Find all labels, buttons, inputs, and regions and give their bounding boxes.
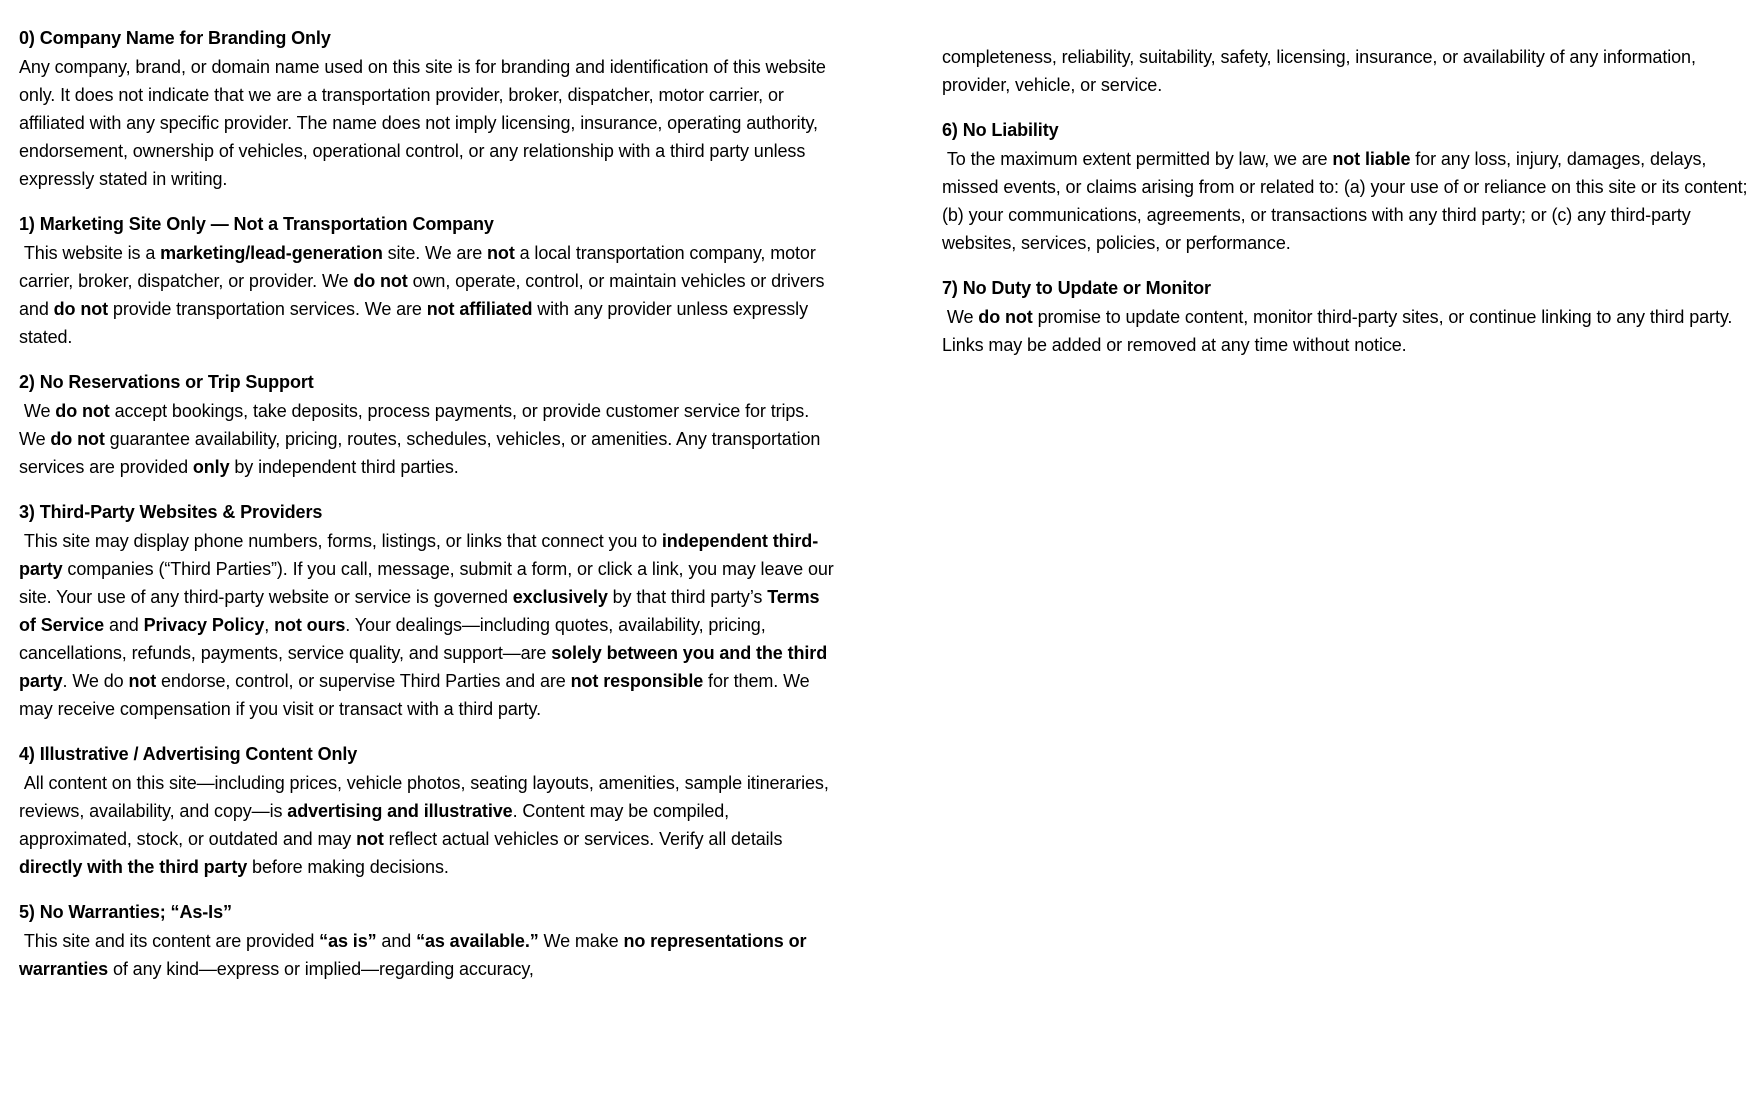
section-5-continuation <box>942 43 1748 99</box>
section-2-no-reservations <box>19 368 837 481</box>
section-1-heading: 1) Marketing Site Only — Not a Transportation Company <box>19 214 494 234</box>
section-3-body: This site may display phone numbers, forms, listings, or links that connect you to independent third-party companies (“Third Parties”). If you call, message, submit a form, or click a link, you may leave our site. Your use of any third-party website or service is governed exclusively by that third party’s Terms of Service and Privacy Policy, not ours. Your dealings—including quotes, availability, pricing, cancellations, refunds, payments, service quality, and support—are solely between you and the third party. We do not endorse, control, or supervise Third Parties and are not responsible for them. We may receive compensation if you visit or transact with a third party. <box>19 531 839 719</box>
section-4-heading: 4) Illustrative / Advertising Content Only <box>19 744 358 764</box>
section-1-marketing-only <box>19 210 837 351</box>
section-3-heading: 3) Third-Party Websites & Providers <box>19 502 323 522</box>
section-6-heading: 6) No Liability <box>942 120 1059 140</box>
section-2-body: We do not accept bookings, take deposits, process payments, or provide customer service for trips. We do not guarantee availability, pricing, routes, schedules, vehicles, or amenities. Any transportation services are provided only by independent third parties. <box>19 401 826 477</box>
section-5-heading: 5) No Warranties; “As-Is” <box>19 902 232 922</box>
section-4-body: All content on this site—including prices, vehicle photos, seating layouts, amenities, sample itineraries, reviews, availability, and copy—is advertising and illustrative. Content may be compiled, approximated, stock, or outdated and may not reflect actual vehicles or services. Verify all details directly with the third party before making decisions. <box>19 773 834 877</box>
section-7-heading: 7) No Duty to Update or Monitor <box>942 278 1211 298</box>
section-7-no-duty-to-update <box>942 274 1748 359</box>
section-4-illustrative-content <box>19 740 837 881</box>
section-6-body: To the maximum extent permitted by law, we are not liable for any loss, injury, damages, delays, missed events, or claims arising from or related to: (a) your use of or reliance on this site or its content; (b) your communications, agreements, or transactions with any third party; or (c) any third-party websites, services, policies, or performance. <box>942 149 1752 253</box>
section-0-heading: 0) Company Name for Branding Only <box>19 28 331 48</box>
section-2-heading: 2) No Reservations or Trip Support <box>19 372 314 392</box>
section-3-third-party <box>19 498 837 723</box>
section-0-body: Any company, brand, or domain name used on this site is for branding and identification of this website only. It does not indicate that we are a transportation provider, broker, dispatcher, motor carrier, or affiliated with any specific provider. The name does not imply licensing, insurance, operating authority, endorsement, ownership of vehicles, operational control, or any relationship with a third party unless expressly stated in writing. <box>19 57 831 189</box>
right-column <box>942 43 1752 376</box>
section-1-body: This website is a marketing/lead-generation site. We are not a local transportation company, motor carrier, broker, dispatcher, or provider. We do not own, operate, control, or maintain vehicles or drivers and do not provide transportation services. We are not affiliated with any provider unless expressly stated. <box>19 243 830 347</box>
section-6-no-liability <box>942 116 1752 257</box>
section-5-continuation-body: completeness, reliability, suitability, safety, licensing, insurance, or availability of any information, provider, vehicle, or service. <box>942 47 1701 95</box>
section-7-body: We do not promise to update content, monitor third-party sites, or continue linking to any third party. Links may be added or removed at any time without notice. <box>942 307 1738 355</box>
left-column <box>19 24 837 1000</box>
section-0-branding <box>19 24 837 193</box>
section-5-body: This site and its content are provided “as is” and “as available.” We make no representations or warranties of any kind—express or implied—regarding accuracy, <box>19 931 812 979</box>
section-5-no-warranties <box>19 898 837 983</box>
